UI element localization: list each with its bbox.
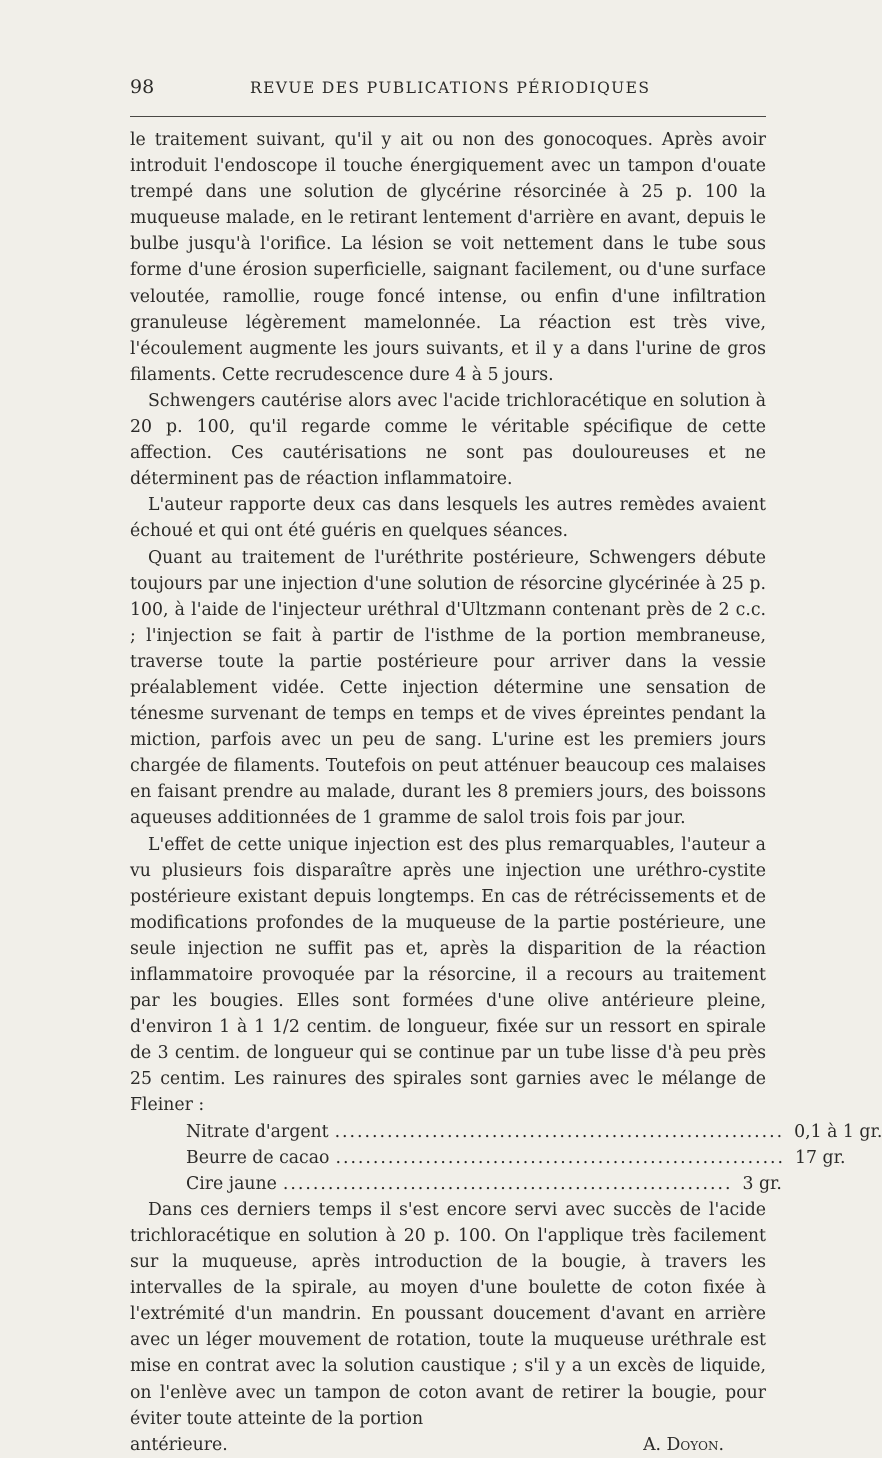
author-signature: A. Doyon. — [643, 1434, 724, 1455]
recipe-item — [130, 1145, 846, 1171]
paragraph: Dans ces derniers temps il s'est encore servi avec succès de l'acide trichloracétique en solution à 20 p. 100. On l'applique très facilement sur la muqueuse, après introduction de la bougie, à travers les intervalles de la spirale, au moyen d'une boulette de coton fixée à l'extrémité d'un mandrin. En poussant doucement d'avant en arrière avec un léger mouvement de rotation, toute la muqueuse uréthrale est mise en contrat avec la solution caustique ; s'il y a un excès de liquide, on l'enlève avec un tampon de coton avant de retirer la bougie, pour éviter toute atteinte de la portion — [130, 1199, 766, 1429]
recipe-item — [130, 1119, 882, 1145]
recipe-list — [130, 1119, 882, 1197]
recipe-dose: 17 gr. — [795, 1147, 846, 1168]
recipe-dose: 0,1 à 1 gr. — [794, 1121, 882, 1142]
recipe-ingredient: Cire jaune — [186, 1173, 277, 1194]
recipe-ingredient: Beurre de cacao — [186, 1147, 330, 1168]
paragraph: L'effet de cette unique injection est des plus remarquables, l'auteur a vu plusieurs fois disparaître après une injection une uréthro-cystite postérieure existant depuis longtemps. En cas de rétrécissements et de modifications profondes de la muqueuse de la partie postérieure, une seule injection ne suffit pas et, après la disparition de la réaction inflammatoire provoquée par la résorcine, il a recours au traitement par les bougies. Elles sont formées d'une olive antérieure pleine, d'environ 1 à 1 1/2 centim. de longueur, fixée sur un ressort en spirale de 3 centim. de longueur qui se continue par un tube lisse d'à peu près 25 centim. Les rainures des spirales sont garnies avec le mélange de Fleiner : — [130, 834, 766, 1116]
page-header — [130, 76, 766, 98]
signoff-line — [130, 1432, 766, 1458]
paragraph: le traitement suivant, qu'il y ait ou non des gonocoques. Après avoir introduit l'endoscope il touche énergiquement avec un tampon d'ouate trempé dans une solution de glycérine résorcinée à 25 p. 100 la muqueuse malade, en le retirant lentement d'arrière en avant, depuis le bulbe jusqu'à l'orifice. La lésion se voit nettement dans le tube sous forme d'une érosion superficielle, saignant facilement, ou d'une surface veloutée, ramollie, rouge foncé intense, ou enfin d'une infiltration granuleuse légèrement mamelonnée. La réaction est très vive, l'écoulement augmente les jours suivants, et il y a dans l'urine de gros filaments. Cette recrudescence dure 4 à 5 jours. — [130, 130, 766, 385]
paragraph: L'auteur rapporte deux cas dans lesquels les autres remèdes avaient échoué et qui ont été guéris en quelques séances. — [130, 495, 766, 542]
dot-leader: ............................................................ — [335, 1147, 786, 1168]
article-body — [130, 127, 882, 1458]
running-title: REVUE DES PUBLICATIONS PÉRIODIQUES — [250, 79, 651, 97]
recipe-dose: 3 gr. — [742, 1173, 782, 1194]
closing-word: antérieure. — [130, 1434, 228, 1455]
dot-leader: ............................................................ — [282, 1173, 733, 1194]
paragraph: Quant au traitement de l'uréthrite postérieure, Schwengers débute toujours par une injection d'une solution de résorcine glycérinée à 25 p. 100, à l'aide de l'injecteur uréthral d'Ultzmann contenant près de 2 c.c. ; l'injection se fait à partir de l'isthme de la portion membraneuse, traverse toute la partie postérieure pour arriver dans la vessie préalablement vidée. Cette injection détermine une sensation de ténesme survenant de temps en temps et de vives épreintes pendant la miction, parfois avec un peu de sang. L'urine est les premiers jours chargée de filaments. Toutefois on peut atténuer beaucoup ces malaises en faisant prendre au malade, durant les 8 premiers jours, des boissons aqueuses additionnées de 1 gramme de salol trois fois par jour. — [130, 547, 766, 829]
page-number: 98 — [130, 76, 155, 98]
recipe-item — [130, 1171, 782, 1197]
paragraph: Schwengers cautérise alors avec l'acide trichloracétique en solution à 20 p. 100, qu'il regarde comme le véritable spécifique de cette affection. Ces cautérisations ne sont pas douloureuses et ne déterminent pas de réaction inflammatoire. — [130, 390, 766, 490]
header-rule — [130, 116, 766, 117]
recipe-ingredient: Nitrate d'argent — [186, 1121, 329, 1142]
dot-leader: ............................................................ — [334, 1121, 785, 1142]
